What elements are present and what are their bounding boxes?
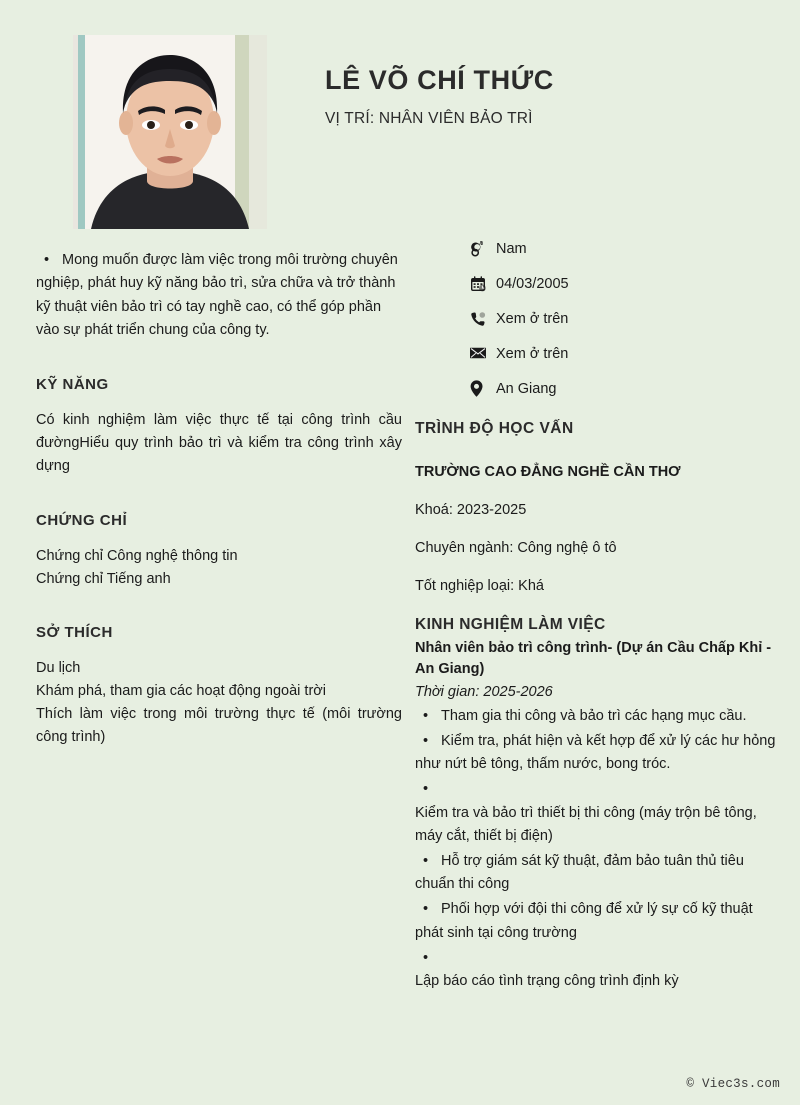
- list-bullet: •: [423, 781, 429, 798]
- gender-icon: [470, 241, 496, 257]
- avatar: [73, 35, 267, 229]
- list-item-text: Tham gia thi công và bảo trì các hạng mục cầu.: [441, 707, 747, 724]
- list-item: [415, 898, 780, 944]
- education-course: Khoá: 2023-2025: [415, 502, 527, 518]
- objective-text: Mong muốn được làm việc trong môi trường chuyên nghiệp, phát huy kỹ năng bảo trì, sửa chữa và trở thành kỹ thuật viên bảo trì có tay nghề cao, có thể góp phần vào sự phát triển chung của công ty.: [36, 252, 398, 339]
- education-major: Chuyên ngành: Công nghệ ô tô: [415, 540, 617, 556]
- section-title-skills: KỸ NĂNG: [36, 375, 109, 393]
- contact-row-email: [470, 336, 790, 371]
- phone-icon: [470, 311, 496, 327]
- interest-item: Khám phá, tham gia các hoạt động ngoài trời: [36, 683, 327, 700]
- calendar-icon: [470, 276, 496, 292]
- list-bullet: •: [423, 949, 429, 966]
- list-item: [415, 705, 780, 728]
- list-bullet: •: [423, 901, 429, 918]
- list-item-text: Kiểm tra, phát hiện và kết hợp để xử lý các hư hỏng như nứt bê tông, thấm nước, bong tróc.: [415, 733, 776, 773]
- footer-watermark: © Viec3s.com: [686, 1077, 780, 1091]
- interest-item: Thích làm việc trong môi trường thực tế (môi trường công trình): [36, 706, 402, 746]
- skills-text: Có kinh nghiệm làm việc thực tế tại công trình cầu đườngHiểu quy trình bảo trì và kiểm tra công trình xây dựng: [36, 411, 402, 475]
- section-title-experience: KINH NGHIỆM LÀM VIỆC: [415, 616, 606, 633]
- contact-row-phone: [470, 301, 790, 336]
- education-school: TRƯỜNG CAO ĐẲNG NGHỀ CẦN THƠ: [415, 464, 681, 480]
- contact-value-location: An Giang: [496, 380, 557, 397]
- contact-value-gender: Nam: [496, 240, 527, 257]
- list-item-text: Hỗ trợ giám sát kỹ thuật, đảm bảo tuân thủ tiêu chuẩn thi công: [415, 853, 744, 893]
- certificate-item: Chứng chỉ Tiếng anh: [36, 570, 171, 587]
- list-bullet: •: [423, 853, 429, 870]
- page-title: LÊ VÕ CHÍ THỨC: [325, 65, 554, 95]
- section-title-interests: SỞ THÍCH: [36, 623, 113, 641]
- experience-bullet-list: [415, 705, 780, 993]
- contact-list: [470, 231, 790, 406]
- list-item: [415, 947, 780, 993]
- left-column: [36, 249, 402, 750]
- certificate-item: Chứng chỉ Công nghệ thông tin: [36, 547, 238, 564]
- education-grade: Tốt nghiệp loại: Khá: [415, 578, 544, 594]
- cv-header: [0, 0, 800, 240]
- list-bullet: •: [423, 707, 429, 724]
- list-item: [415, 850, 780, 896]
- contact-value-birthdate: 04/03/2005: [496, 275, 569, 292]
- experience-role: Nhân viên bảo trì công trình- (Dự án Cầu Chấp Khỉ -An Giang): [415, 640, 772, 678]
- list-item-text: Kiểm tra và bảo trì thiết bị thi công (máy trộn bê tông, máy cắt, thiết bị điện): [415, 804, 757, 844]
- list-item: [415, 778, 780, 848]
- list-bullet: •: [423, 733, 429, 750]
- list-item-text: Phối hợp với đội thi công để xử lý sự cố kỹ thuật phát sinh tại công trường: [415, 901, 753, 941]
- right-column: [415, 420, 780, 995]
- contact-value-email: Xem ở trên: [496, 345, 569, 362]
- interest-item: Du lịch: [36, 659, 81, 676]
- career-objective: [36, 249, 402, 343]
- contact-row-gender: [470, 231, 790, 266]
- interests-list: [36, 657, 402, 750]
- identity-block: [325, 66, 745, 128]
- contact-value-phone: Xem ở trên: [496, 310, 569, 327]
- contact-row-location: [470, 371, 790, 406]
- contact-row-birthdate: [470, 266, 790, 301]
- section-title-education: TRÌNH ĐỘ HỌC VẤN: [415, 420, 574, 437]
- certificates-list: [36, 545, 402, 591]
- section-title-certificates: CHỨNG CHỈ: [36, 511, 128, 529]
- list-item-text: Lập báo cáo tình trạng công trình định kỳ: [415, 972, 679, 989]
- experience-time: Thời gian: 2025-2026: [415, 683, 553, 700]
- job-position: VỊ TRÍ: NHÂN VIÊN BẢO TRÌ: [325, 109, 533, 127]
- email-icon: [470, 347, 496, 360]
- location-pin-icon: [470, 380, 496, 397]
- list-item: [415, 730, 780, 776]
- objective-bullet: •: [44, 252, 50, 268]
- portrait-photo-illustration: [73, 35, 267, 229]
